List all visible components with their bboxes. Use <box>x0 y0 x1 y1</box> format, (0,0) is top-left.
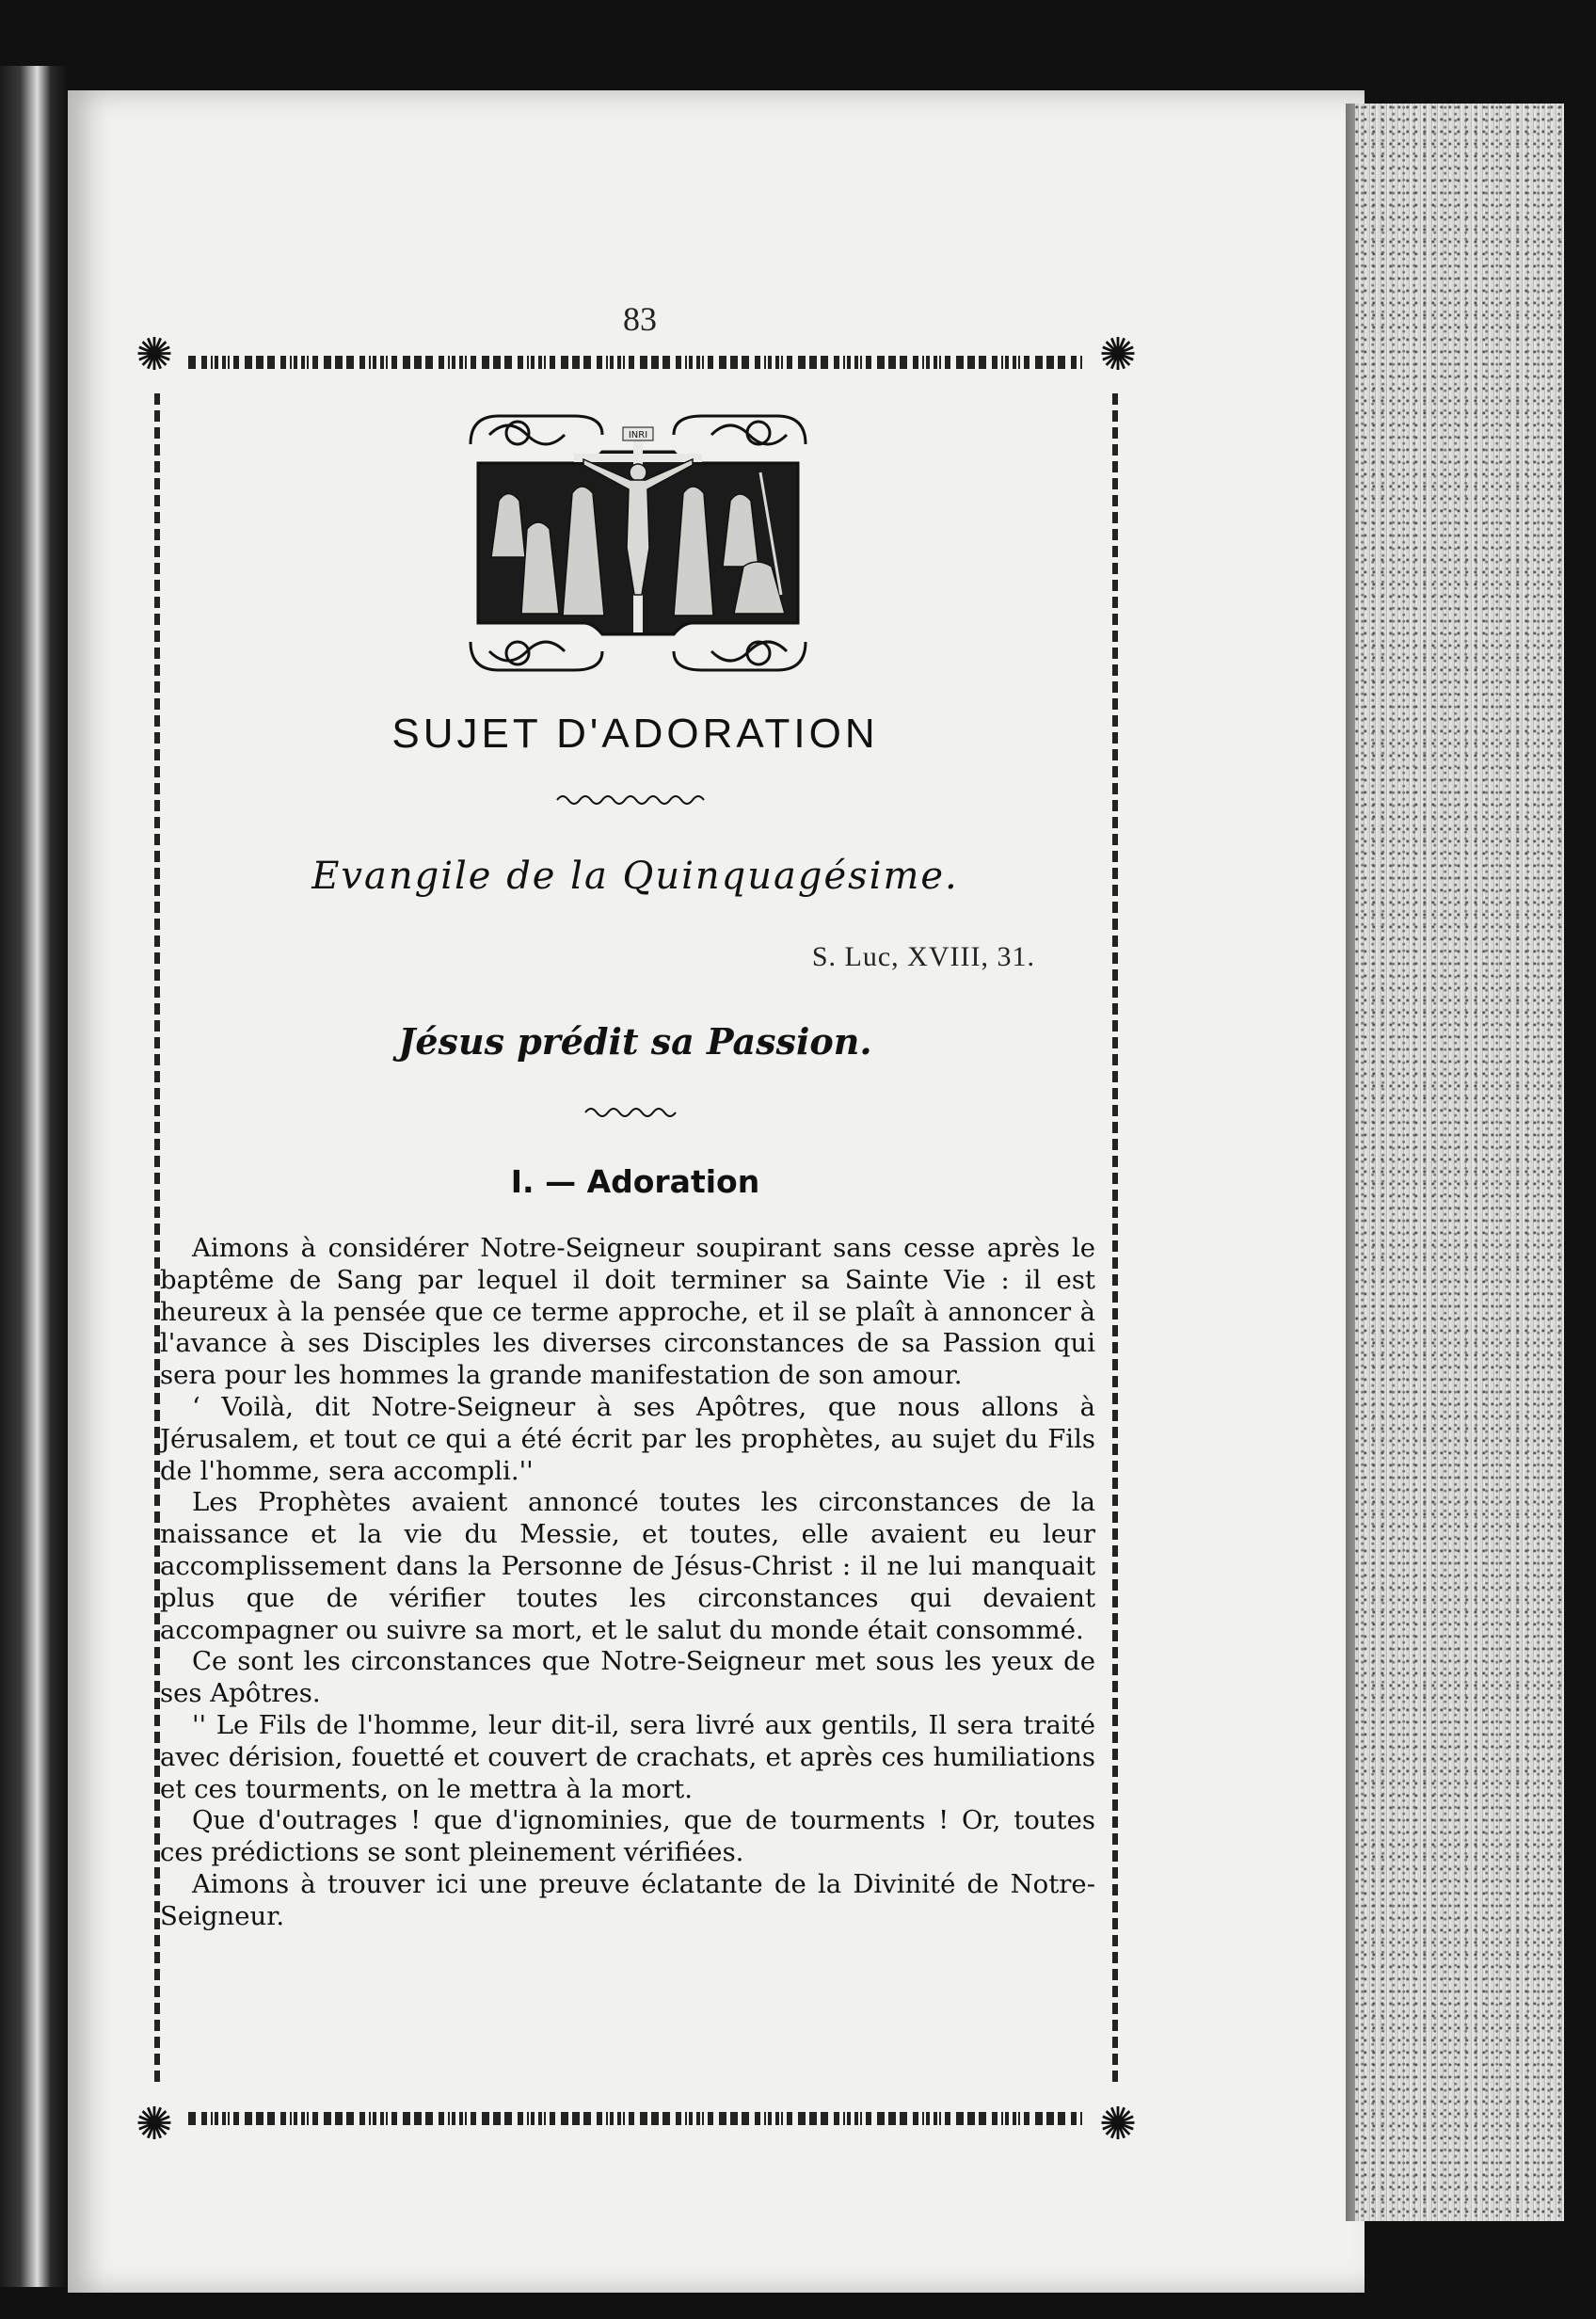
paragraph: '' Le Fils de l'homme, leur dit-il, sera livré aux gentils, Il sera traité avec dérision, fouetté et couvert de crachats, et après ces humiliations et ces tourments, on le mettra à la mort. <box>160 1709 1095 1804</box>
section-title: Jésus prédit sa Passion. <box>398 1020 872 1063</box>
book-cover-left <box>0 66 68 2287</box>
rosette-icon: ✺ <box>135 2100 174 2150</box>
paragraph: ‘ Voilà, dit Notre-Seigneur à ses Apôtres, que nous allons à Jérusalem, et tout ce qui a été écrit par les prophètes, au sujet du Fils de l'homme, sera accompli.'' <box>160 1391 1095 1486</box>
part-title: I. — Adoration <box>510 1163 760 1200</box>
frame-right-border <box>1112 393 1118 2087</box>
rosette-icon: ✺ <box>135 330 174 380</box>
frame-bottom-border <box>188 2112 1084 2125</box>
wavy-divider <box>555 791 706 809</box>
paragraph: Que d'outrages ! que d'ignominies, que de tourments ! Or, toutes ces prédictions se sont pleinement vérifiées. <box>160 1805 1095 1868</box>
crucifixion-vignette <box>461 407 815 680</box>
page-stack-edge <box>1355 104 1564 2221</box>
body-text <box>160 1233 1095 1933</box>
page-heading: SUJET D'ADORATION <box>391 711 879 757</box>
paragraph: Aimons à considérer Notre-Seigneur soupirant sans cesse après le baptême de Sang par lequel il doit terminer sa Sainte Vie : il est heureux à la pensée que ce terme approche, et il se plaît à annoncer à l'avance à ses Disciples les diverses circonstances de sa Passion qui sera pour les hommes la grande manifestation de son amour. <box>160 1233 1095 1391</box>
paragraph: Les Prophètes avaient annoncé toutes les circonstances de la naissance et la vie du Messie, et toutes, elle avaient eu leur accomplissement dans la Personne de Jésus-Christ : il ne lui manquait plus que de vérifier toutes les circonstances qui devaient accompagner ou suivre sa mort, et le salut du monde était consommé. <box>160 1487 1095 1645</box>
frame-top-border <box>188 356 1084 369</box>
page-number: 83 <box>623 300 657 338</box>
paragraph: Aimons à trouver ici une preuve éclatante de la Divinité de Notre-Seigneur. <box>160 1868 1095 1931</box>
rosette-icon: ✺ <box>1098 330 1138 380</box>
wavy-divider <box>583 1103 678 1122</box>
inri-label: INRI <box>628 430 648 440</box>
rosette-icon: ✺ <box>1098 2100 1138 2150</box>
paragraph: Ce sont les circonstances que Notre-Seigneur met sous les yeux de ses Apôtres. <box>160 1646 1095 1709</box>
scripture-reference: S. Luc, XVIII, 31. <box>811 941 1035 972</box>
gospel-subtitle: Evangile de la Quinquagésime. <box>311 855 959 898</box>
